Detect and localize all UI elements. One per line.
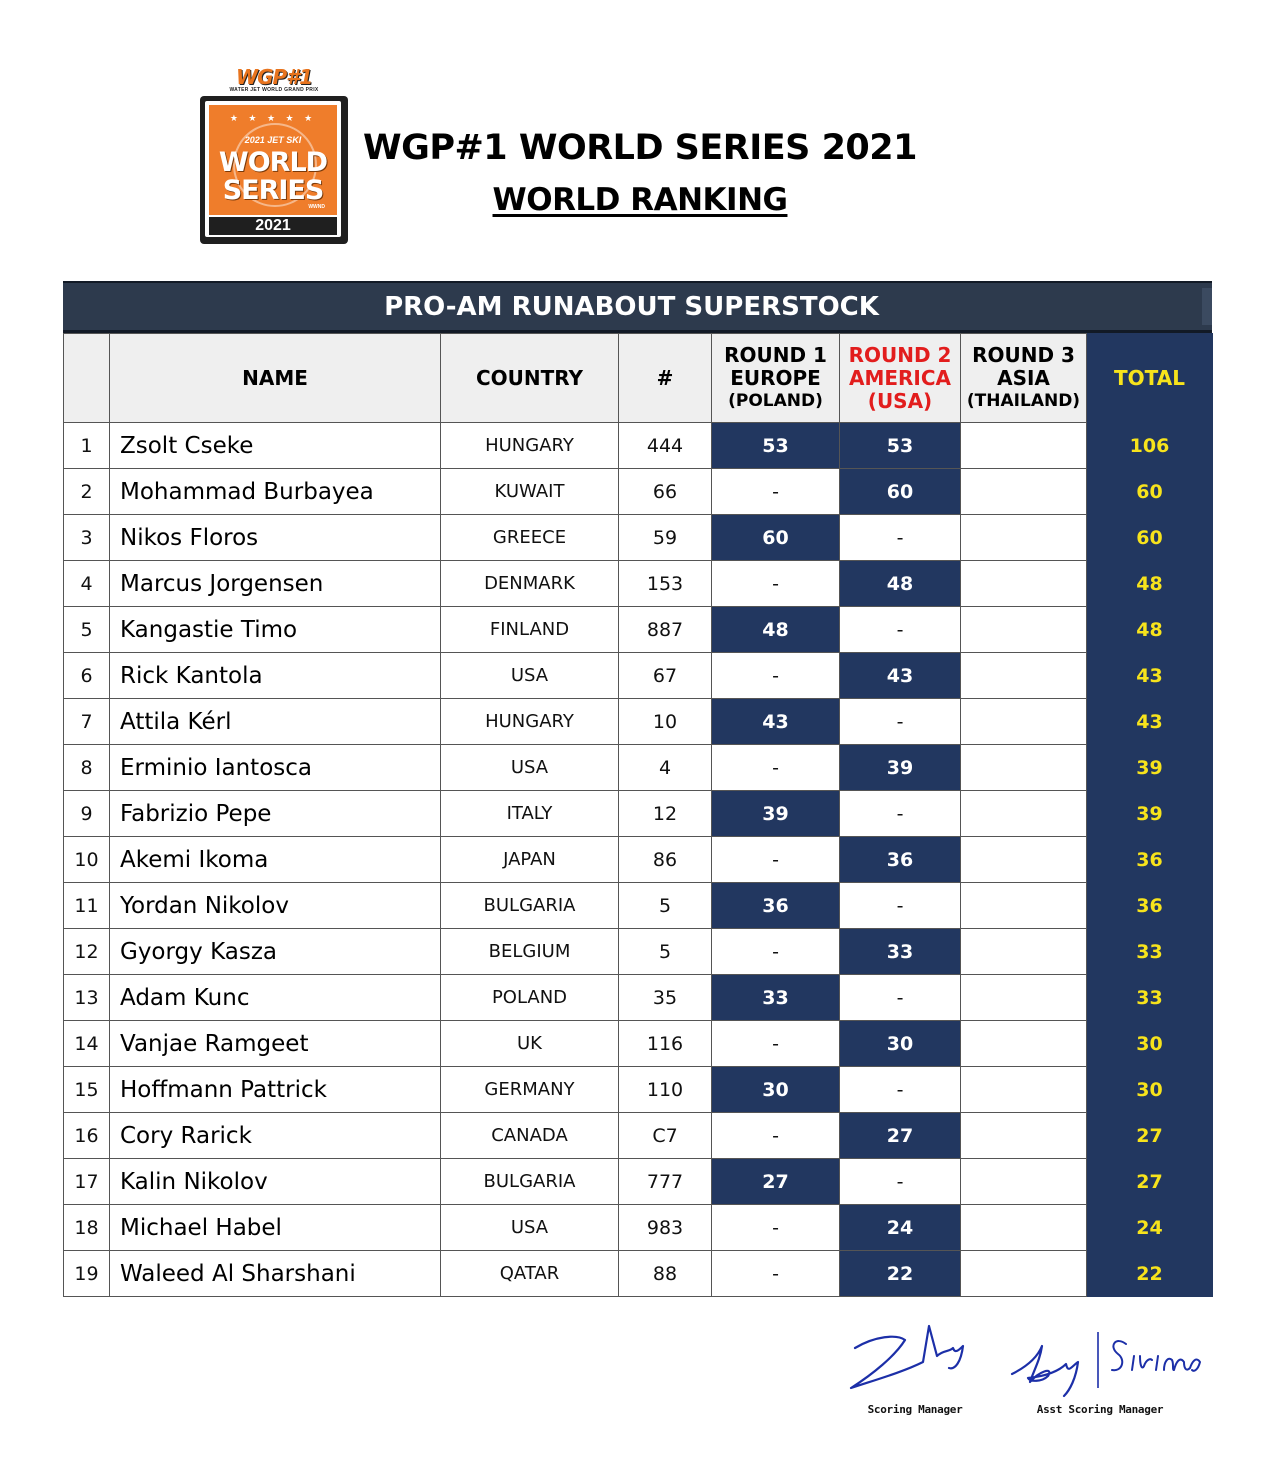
number-cell: 67	[619, 653, 712, 699]
number-cell: 59	[619, 515, 712, 561]
total-score-cell: 36	[1087, 883, 1213, 929]
round3-score-cell	[961, 1113, 1087, 1159]
ranking-table	[63, 333, 1213, 1297]
asst-scoring-manager-label: Asst Scoring Manager	[1036, 1403, 1164, 1416]
table-row	[64, 883, 1213, 929]
column-header-round3	[961, 334, 1087, 423]
round1-score-cell: -	[712, 469, 840, 515]
round1-score-cell: 48	[712, 607, 840, 653]
column-header-country: COUNTRY	[441, 334, 619, 423]
round3-score-cell	[961, 607, 1087, 653]
position-cell: 2	[64, 469, 110, 515]
name-cell: Waleed Al Sharshani	[110, 1251, 441, 1297]
table-header-row	[64, 334, 1213, 423]
round3-score-cell	[961, 837, 1087, 883]
name-cell: Michael Habel	[110, 1205, 441, 1251]
logo-world: WORLD	[218, 147, 328, 178]
logo-badge-inner	[205, 101, 341, 237]
page-title: WGP#1 WORLD SERIES 2021	[362, 128, 917, 168]
category-bar-edge	[1202, 288, 1212, 325]
round2-country: (USA)	[867, 388, 933, 413]
name-cell: Cory Rarick	[110, 1113, 441, 1159]
total-score-cell: 39	[1087, 745, 1213, 791]
round1-label: ROUND 1	[724, 342, 827, 367]
round3-score-cell	[961, 1205, 1087, 1251]
country-cell: GERMANY	[441, 1067, 619, 1113]
position-cell: 1	[64, 423, 110, 469]
round2-label: ROUND 2	[848, 342, 952, 367]
round3-country: (THAILAND)	[966, 390, 1081, 411]
round2-score-cell: -	[840, 699, 961, 745]
total-score-cell: 60	[1087, 515, 1213, 561]
position-cell: 16	[64, 1113, 110, 1159]
country-cell: JAPAN	[441, 837, 619, 883]
round1-country: (POLAND)	[728, 390, 823, 411]
total-score-cell: 27	[1087, 1113, 1213, 1159]
name-cell: Akemi Ikoma	[110, 837, 441, 883]
round2-score-cell: 22	[840, 1251, 961, 1297]
name-cell: Nikos Floros	[110, 515, 441, 561]
country-cell: USA	[441, 653, 619, 699]
round3-region: ASIA	[997, 365, 1050, 390]
round2-score-cell: 36	[840, 837, 961, 883]
total-score-cell: 106	[1087, 423, 1213, 469]
country-cell: FINLAND	[441, 607, 619, 653]
round3-score-cell	[961, 1159, 1087, 1205]
column-header-total: TOTAL	[1087, 334, 1213, 423]
table-row	[64, 1021, 1213, 1067]
number-cell: 887	[619, 607, 712, 653]
scoring-manager-label: Scoring Manager	[867, 1403, 963, 1416]
position-cell: 8	[64, 745, 110, 791]
total-score-cell: 36	[1087, 837, 1213, 883]
total-score-cell: 30	[1087, 1021, 1213, 1067]
country-cell: BULGARIA	[441, 883, 619, 929]
table-row	[64, 1159, 1213, 1205]
table-row	[64, 607, 1213, 653]
ranking-table-container	[63, 281, 1212, 1297]
table-row	[64, 929, 1213, 975]
number-cell: 5	[619, 883, 712, 929]
number-cell: 110	[619, 1067, 712, 1113]
round1-score-cell: -	[712, 1251, 840, 1297]
round2-score-cell: 48	[840, 561, 961, 607]
position-cell: 10	[64, 837, 110, 883]
total-score-cell: 30	[1087, 1067, 1213, 1113]
number-cell: 5	[619, 929, 712, 975]
category-header-bar	[63, 281, 1212, 333]
position-cell: 5	[64, 607, 110, 653]
column-header-round2	[840, 334, 961, 423]
total-score-cell: 60	[1087, 469, 1213, 515]
round1-score-cell: 33	[712, 975, 840, 1021]
number-cell: 153	[619, 561, 712, 607]
round3-score-cell	[961, 423, 1087, 469]
position-cell: 18	[64, 1205, 110, 1251]
column-header-position	[64, 334, 110, 423]
table-row	[64, 1067, 1213, 1113]
name-cell: Kangastie Timo	[110, 607, 441, 653]
round2-score-cell: -	[840, 515, 961, 561]
total-score-cell: 48	[1087, 561, 1213, 607]
name-cell: Kalin Nikolov	[110, 1159, 441, 1205]
round3-score-cell	[961, 791, 1087, 837]
round2-score-cell: 60	[840, 469, 961, 515]
name-cell: Mohammad Burbayea	[110, 469, 441, 515]
country-cell: KUWAIT	[441, 469, 619, 515]
total-score-cell: 43	[1087, 699, 1213, 745]
round1-score-cell: 30	[712, 1067, 840, 1113]
category-title: PRO-AM RUNABOUT SUPERSTOCK	[384, 292, 879, 322]
name-cell: Zsolt Cseke	[110, 423, 441, 469]
number-cell: 88	[619, 1251, 712, 1297]
country-cell: HUNGARY	[441, 423, 619, 469]
position-cell: 6	[64, 653, 110, 699]
country-cell: GREECE	[441, 515, 619, 561]
country-cell: POLAND	[441, 975, 619, 1021]
round3-score-cell	[961, 469, 1087, 515]
round2-score-cell: 39	[840, 745, 961, 791]
round1-score-cell: -	[712, 837, 840, 883]
number-cell: 12	[619, 791, 712, 837]
position-cell: 9	[64, 791, 110, 837]
round2-score-cell: 27	[840, 1113, 961, 1159]
name-cell: Vanjae Ramgeet	[110, 1021, 441, 1067]
name-cell: Marcus Jorgensen	[110, 561, 441, 607]
total-score-cell: 39	[1087, 791, 1213, 837]
round3-score-cell	[961, 883, 1087, 929]
round1-score-cell: -	[712, 561, 840, 607]
number-cell: 86	[619, 837, 712, 883]
total-score-cell: 22	[1087, 1251, 1213, 1297]
round1-score-cell: -	[712, 1113, 840, 1159]
country-cell: USA	[441, 1205, 619, 1251]
ranking-table-body	[64, 423, 1213, 1297]
name-cell: Hoffmann Pattrick	[110, 1067, 441, 1113]
position-cell: 19	[64, 1251, 110, 1297]
round3-score-cell	[961, 929, 1087, 975]
country-cell: CANADA	[441, 1113, 619, 1159]
round3-score-cell	[961, 1021, 1087, 1067]
round3-score-cell	[961, 561, 1087, 607]
number-cell: 35	[619, 975, 712, 1021]
round3-score-cell	[961, 653, 1087, 699]
total-score-cell: 24	[1087, 1205, 1213, 1251]
round1-score-cell: -	[712, 1021, 840, 1067]
total-score-cell: 33	[1087, 975, 1213, 1021]
round1-score-cell: -	[712, 929, 840, 975]
round3-score-cell	[961, 745, 1087, 791]
table-row	[64, 653, 1213, 699]
round2-score-cell: 30	[840, 1021, 961, 1067]
name-cell: Rick Kantola	[110, 653, 441, 699]
column-header-round1	[712, 334, 840, 423]
country-cell: ITALY	[441, 791, 619, 837]
round1-score-cell: 53	[712, 423, 840, 469]
logo-small-line: 2021 JET SKI	[244, 135, 302, 145]
position-cell: 4	[64, 561, 110, 607]
table-row	[64, 699, 1213, 745]
scoring-manager-signature	[845, 1322, 975, 1412]
position-cell: 3	[64, 515, 110, 561]
round2-score-cell: -	[840, 975, 961, 1021]
number-cell: 116	[619, 1021, 712, 1067]
round2-score-cell: 53	[840, 423, 961, 469]
table-row	[64, 1113, 1213, 1159]
table-row	[64, 515, 1213, 561]
round1-score-cell: -	[712, 1205, 840, 1251]
table-row	[64, 791, 1213, 837]
country-cell: HUNGARY	[441, 699, 619, 745]
number-cell: 444	[619, 423, 712, 469]
table-row	[64, 975, 1213, 1021]
round1-score-cell: -	[712, 653, 840, 699]
column-header-number: #	[619, 334, 712, 423]
position-cell: 14	[64, 1021, 110, 1067]
country-cell: UK	[441, 1021, 619, 1067]
round3-score-cell	[961, 1251, 1087, 1297]
number-cell: 4	[619, 745, 712, 791]
round3-label: ROUND 3	[972, 342, 1075, 367]
round2-score-cell: -	[840, 607, 961, 653]
table-row	[64, 469, 1213, 515]
number-cell: C7	[619, 1113, 712, 1159]
table-row	[64, 1205, 1213, 1251]
round2-score-cell: 24	[840, 1205, 961, 1251]
logo-year: 2021	[209, 217, 337, 235]
round1-score-cell: 43	[712, 699, 840, 745]
total-score-cell: 43	[1087, 653, 1213, 699]
wgp-world-series-logo	[200, 66, 348, 244]
position-cell: 13	[64, 975, 110, 1021]
total-score-cell: 27	[1087, 1159, 1213, 1205]
logo-brand-block	[216, 66, 332, 96]
round2-score-cell: -	[840, 1159, 961, 1205]
number-cell: 983	[619, 1205, 712, 1251]
round3-score-cell	[961, 515, 1087, 561]
position-cell: 7	[64, 699, 110, 745]
table-row	[64, 1251, 1213, 1297]
round1-score-cell: 27	[712, 1159, 840, 1205]
page-subtitle: WORLD RANKING	[492, 182, 788, 218]
round1-score-cell: -	[712, 745, 840, 791]
number-cell: 10	[619, 699, 712, 745]
round2-score-cell: -	[840, 791, 961, 837]
position-cell: 15	[64, 1067, 110, 1113]
name-cell: Attila Kérl	[110, 699, 441, 745]
table-row	[64, 423, 1213, 469]
country-cell: USA	[441, 745, 619, 791]
logo-orange-panel	[209, 105, 337, 215]
logo-badge	[200, 96, 348, 244]
country-cell: DENMARK	[441, 561, 619, 607]
total-score-cell: 33	[1087, 929, 1213, 975]
round3-score-cell	[961, 699, 1087, 745]
name-cell: Fabrizio Pepe	[110, 791, 441, 837]
round2-score-cell: -	[840, 1067, 961, 1113]
logo-stars: ★ ★ ★ ★ ★	[229, 113, 317, 123]
position-cell: 11	[64, 883, 110, 929]
number-cell: 777	[619, 1159, 712, 1205]
position-cell: 12	[64, 929, 110, 975]
country-cell: BELGIUM	[441, 929, 619, 975]
logo-brand-sub: WATER JET WORLD GRAND PRIX	[229, 87, 319, 93]
name-cell: Erminio Iantosca	[110, 745, 441, 791]
round2-score-cell: -	[840, 883, 961, 929]
name-cell: Yordan Nikolov	[110, 883, 441, 929]
country-cell: QATAR	[441, 1251, 619, 1297]
table-row	[64, 837, 1213, 883]
logo-wwnd: WWND	[308, 204, 325, 210]
round3-score-cell	[961, 975, 1087, 1021]
column-header-name: NAME	[110, 334, 441, 423]
logo-series: SERIES	[222, 175, 324, 206]
name-cell: Gyorgy Kasza	[110, 929, 441, 975]
round3-score-cell	[961, 1067, 1087, 1113]
name-cell: Adam Kunc	[110, 975, 441, 1021]
round1-score-cell: 39	[712, 791, 840, 837]
number-cell: 66	[619, 469, 712, 515]
round1-region: EUROPE	[730, 365, 821, 390]
position-cell: 17	[64, 1159, 110, 1205]
round1-score-cell: 60	[712, 515, 840, 561]
round1-score-cell: 36	[712, 883, 840, 929]
table-row	[64, 745, 1213, 791]
round2-score-cell: 33	[840, 929, 961, 975]
total-score-cell: 48	[1087, 607, 1213, 653]
country-cell: BULGARIA	[441, 1159, 619, 1205]
logo-brand: WGP#1	[236, 65, 312, 89]
round2-score-cell: 43	[840, 653, 961, 699]
table-row	[64, 561, 1213, 607]
round2-region: AMERICA	[848, 365, 952, 390]
